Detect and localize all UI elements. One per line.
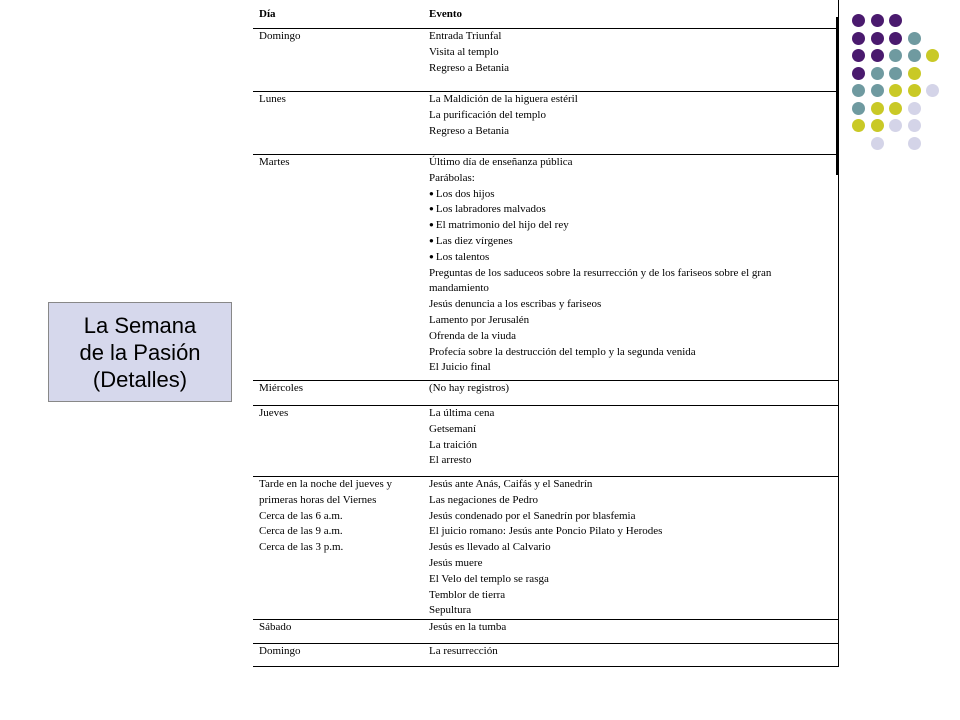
decorative-dot bbox=[871, 32, 884, 45]
decorative-dot bbox=[889, 84, 902, 97]
event-line: Las negaciones de Pedro bbox=[429, 493, 539, 506]
day-label: Domingo bbox=[259, 645, 301, 658]
event-cell bbox=[423, 381, 839, 406]
event-line: Jesús denuncia a los escribas y fariseos bbox=[429, 298, 602, 311]
header-day: Día bbox=[253, 0, 423, 29]
table-row bbox=[253, 381, 839, 406]
decorative-dot bbox=[852, 67, 865, 80]
event-line: Parábolas: bbox=[429, 171, 475, 184]
decorative-dot bbox=[871, 14, 884, 27]
day-label: Martes bbox=[259, 156, 290, 168]
event-line: Jesús muere bbox=[429, 556, 483, 569]
event-line: El arresto bbox=[429, 454, 472, 467]
table-row bbox=[253, 29, 839, 92]
slide-title-box bbox=[48, 302, 232, 402]
event-line: Preguntas de los saduceos sobre la resurrección y de los fariseos sobre el gran mandamiento bbox=[429, 266, 772, 295]
event-line: (No hay registros) bbox=[429, 382, 510, 394]
decorative-dot bbox=[852, 32, 865, 45]
decorative-dot bbox=[926, 84, 939, 97]
decorative-vertical-line bbox=[836, 17, 838, 175]
table-row bbox=[253, 155, 839, 381]
bullet-item: ● El matrimonio del hijo del rey bbox=[429, 218, 834, 234]
event-line: La purificación del templo bbox=[429, 108, 546, 121]
event-line: Jesús en la tumba bbox=[429, 621, 507, 634]
table-row bbox=[253, 477, 839, 620]
table-header-row bbox=[253, 0, 839, 29]
decorative-dot bbox=[926, 49, 939, 62]
event-line: La resurrección bbox=[429, 645, 498, 658]
decorative-dot bbox=[871, 67, 884, 80]
decorative-dot bbox=[852, 49, 865, 62]
event-cell bbox=[423, 620, 839, 644]
bullet-item: ● Los talentos bbox=[429, 250, 834, 266]
event-cell bbox=[423, 477, 839, 620]
title-line-3: (Detalles) bbox=[92, 366, 188, 392]
day-cell bbox=[253, 381, 423, 406]
bullet-item: ● Los dos hijos bbox=[429, 187, 834, 203]
table-row bbox=[253, 92, 839, 155]
event-line: Getsemaní bbox=[429, 422, 477, 435]
day-label: Cerca de las 3 p.m. bbox=[259, 541, 344, 554]
event-line: La Maldición de la higuera estéril bbox=[429, 93, 578, 105]
event-cell bbox=[423, 406, 839, 477]
title-line-2: de la Pasión bbox=[79, 339, 201, 365]
day-label: Lunes bbox=[259, 93, 286, 105]
day-cell bbox=[253, 644, 423, 667]
table-row bbox=[253, 620, 839, 644]
decorative-dot bbox=[889, 32, 902, 45]
event-cell bbox=[423, 29, 839, 92]
day-cell bbox=[253, 29, 423, 92]
event-line: Último día de enseñanza pública bbox=[429, 156, 573, 168]
day-label: Miércoles bbox=[259, 382, 303, 394]
event-line: Regreso a Betania bbox=[429, 124, 510, 137]
decorative-dot bbox=[852, 14, 865, 27]
day-cell bbox=[253, 477, 423, 620]
decorative-dot bbox=[871, 102, 884, 115]
event-line: Jesús es llevado al Calvario bbox=[429, 541, 551, 554]
day-cell bbox=[253, 620, 423, 644]
decorative-dot bbox=[852, 119, 865, 132]
event-line: Jesús condenado por el Sanedrín por blasfemia bbox=[429, 509, 636, 522]
decorative-dot bbox=[852, 84, 865, 97]
decorative-dot bbox=[871, 84, 884, 97]
table-row bbox=[253, 644, 839, 667]
decorative-dot bbox=[908, 49, 921, 62]
event-line: Sepultura bbox=[429, 604, 472, 617]
decorative-dot bbox=[889, 14, 902, 27]
event-line: Entrada Triunfal bbox=[429, 30, 502, 42]
decorative-dot bbox=[908, 32, 921, 45]
decorative-dot-grid bbox=[852, 14, 952, 154]
bullet-item: ● Los labradores malvados bbox=[429, 202, 834, 218]
decorative-dot bbox=[852, 102, 865, 115]
day-label: Sábado bbox=[259, 621, 292, 634]
event-line: El Velo del templo se rasga bbox=[429, 572, 549, 585]
decorative-dot bbox=[908, 67, 921, 80]
day-cell bbox=[253, 92, 423, 155]
day-label: Tarde en la noche del jueves y primeras horas del Viernes bbox=[259, 478, 393, 506]
event-line: El juicio romano: Jesús ante Poncio Pilato y Herodes bbox=[429, 525, 663, 538]
decorative-dot bbox=[908, 119, 921, 132]
day-label: Domingo bbox=[259, 30, 301, 42]
decorative-dot bbox=[871, 49, 884, 62]
day-cell bbox=[253, 155, 423, 381]
title-line-1: La Semana bbox=[83, 312, 197, 338]
day-label: Cerca de las 6 a.m. bbox=[259, 509, 343, 522]
event-cell bbox=[423, 644, 839, 667]
day-label: Cerca de las 9 a.m. bbox=[259, 525, 343, 538]
event-line: Regreso a Betania bbox=[429, 61, 510, 74]
table-row bbox=[253, 406, 839, 477]
decorative-dot bbox=[889, 67, 902, 80]
event-cell bbox=[423, 92, 839, 155]
decorative-dot bbox=[889, 49, 902, 62]
decorative-dot bbox=[871, 119, 884, 132]
decorative-dot bbox=[871, 137, 884, 150]
event-line: Ofrenda de la viuda bbox=[429, 329, 517, 342]
header-event: Evento bbox=[423, 0, 839, 29]
decorative-dot bbox=[908, 84, 921, 97]
event-line: Jesús ante Anás, Caifás y el Sanedrín bbox=[429, 478, 593, 490]
day-label: Jueves bbox=[259, 407, 289, 419]
decorative-dot bbox=[889, 119, 902, 132]
day-cell bbox=[253, 406, 423, 477]
event-line: La traición bbox=[429, 438, 477, 451]
decorative-dot bbox=[889, 102, 902, 115]
event-line: El Juicio final bbox=[429, 361, 491, 374]
bullet-item: ● Las diez vírgenes bbox=[429, 234, 834, 250]
event-line: Visita al templo bbox=[429, 45, 499, 58]
event-line: Temblor de tierra bbox=[429, 588, 506, 601]
event-line: Profecía sobre la destrucción del templo y la segunda venida bbox=[429, 345, 696, 358]
event-line: La última cena bbox=[429, 407, 495, 419]
passion-week-table bbox=[253, 0, 839, 667]
decorative-dot bbox=[908, 137, 921, 150]
event-cell bbox=[423, 155, 839, 381]
event-line: Lamento por Jerusalén bbox=[429, 313, 530, 326]
decorative-dot bbox=[908, 102, 921, 115]
